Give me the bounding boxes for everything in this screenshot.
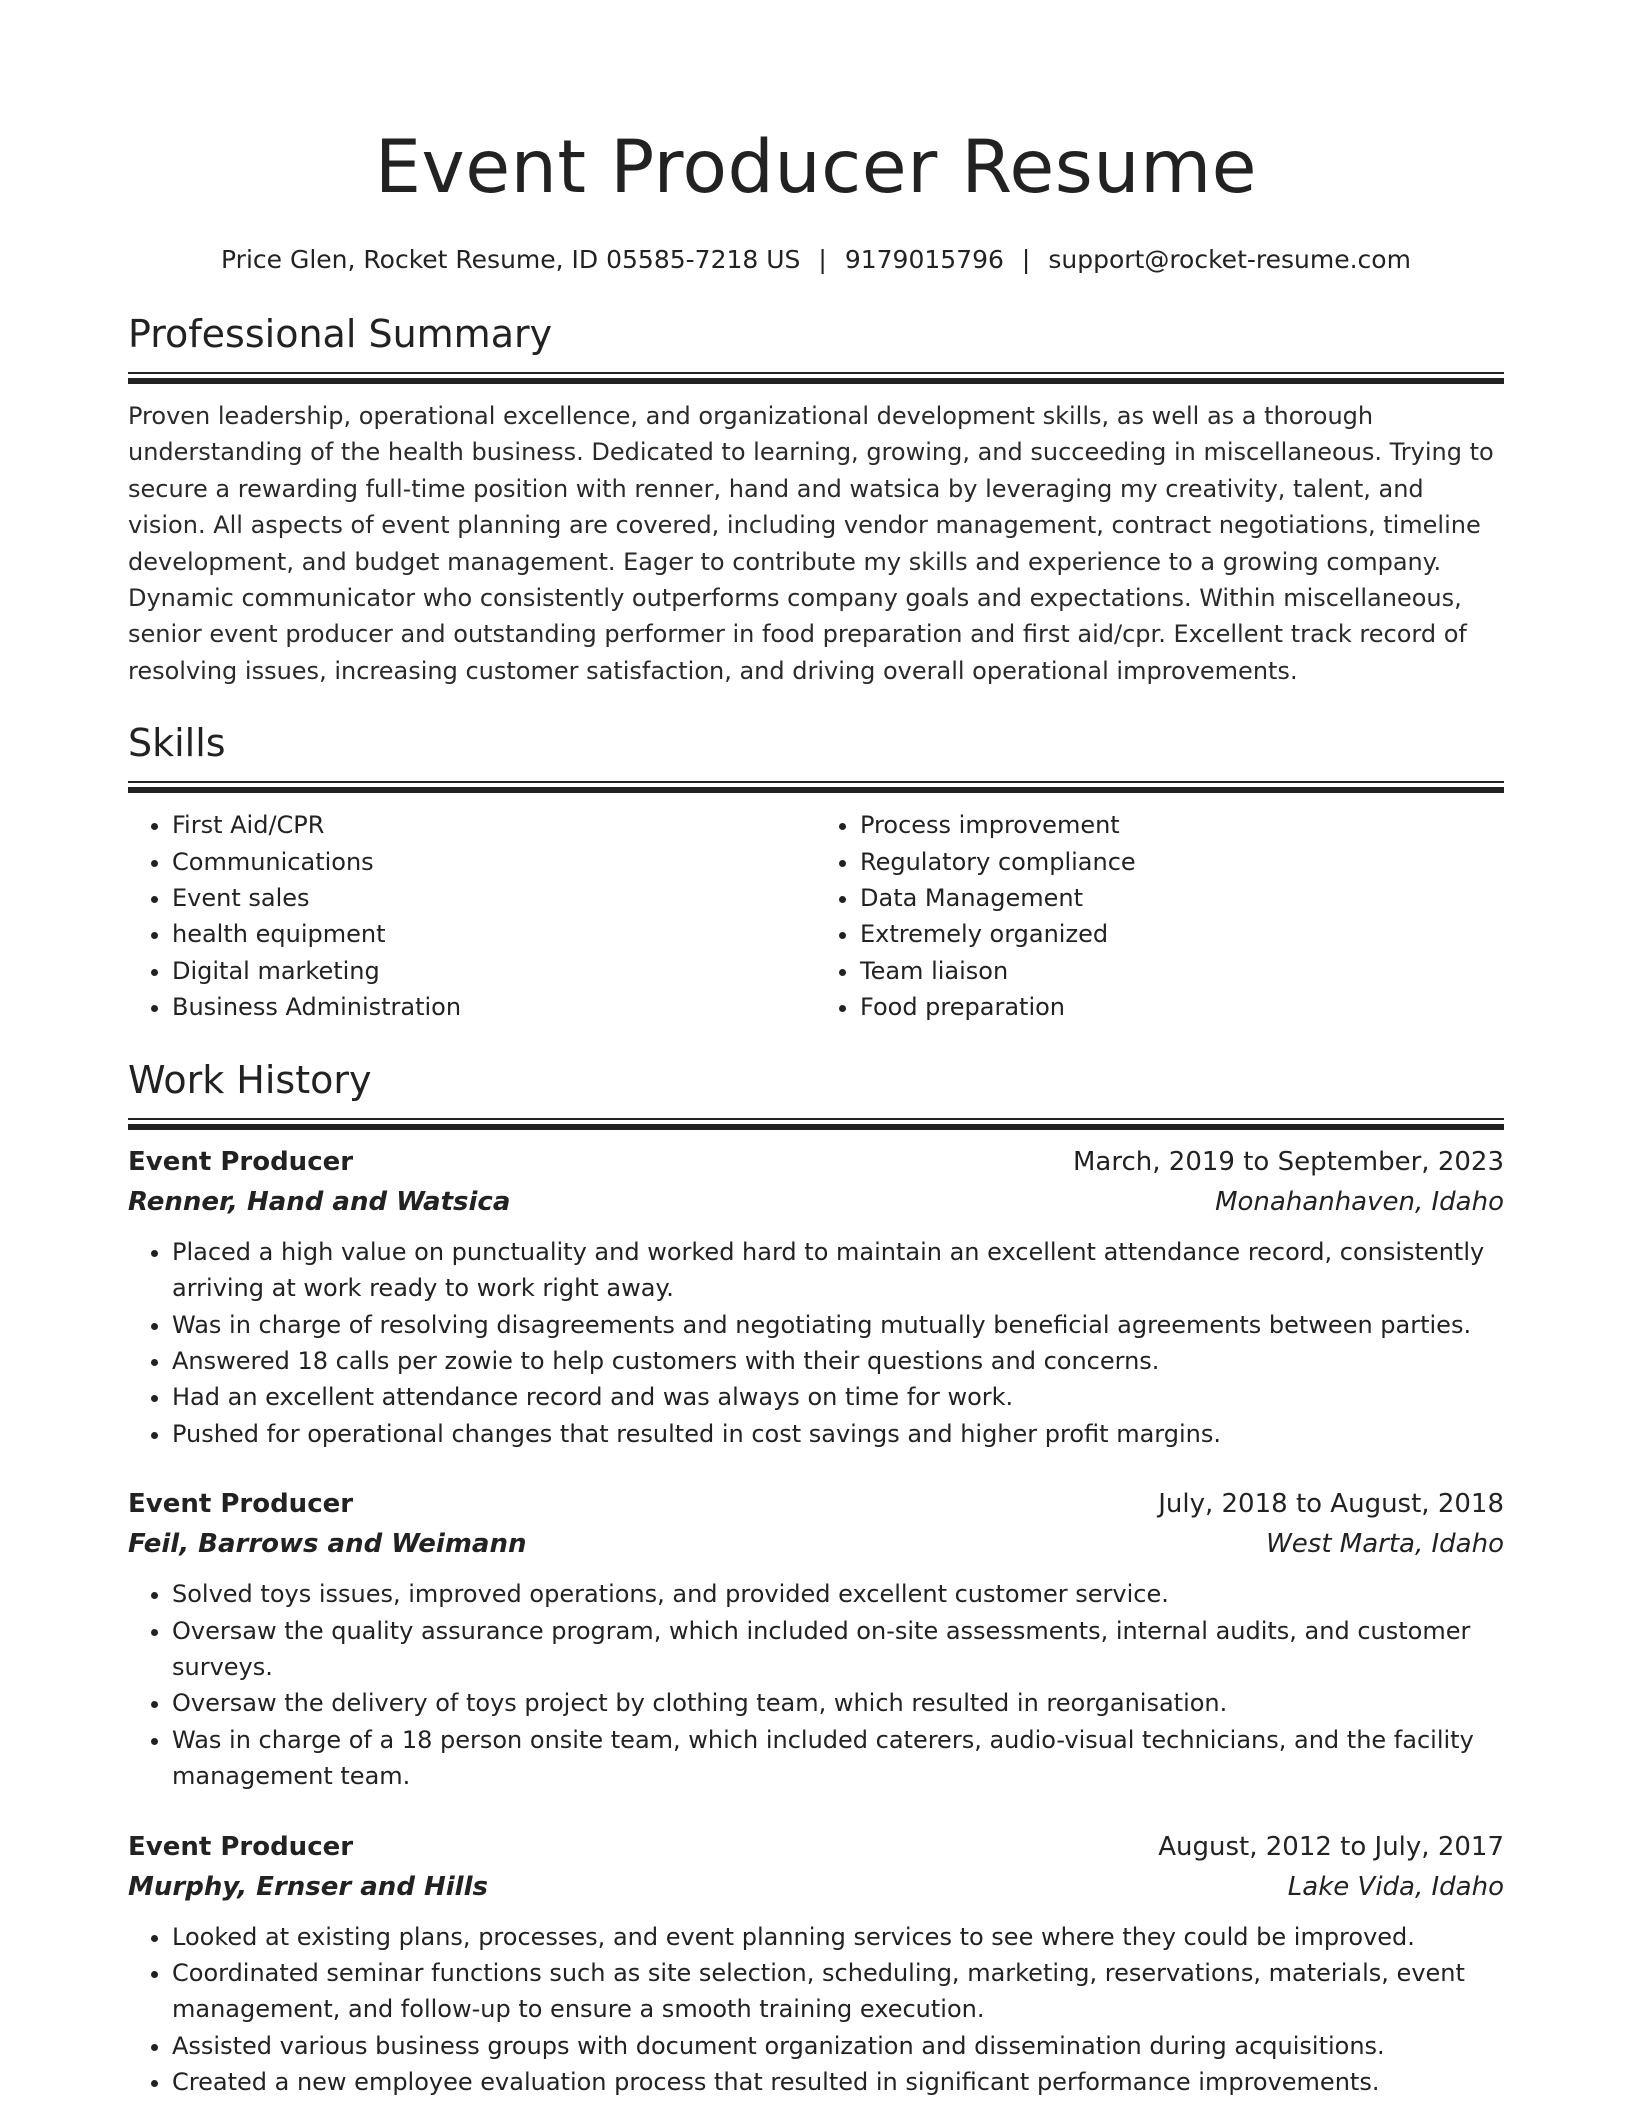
section-divider	[128, 372, 1504, 384]
job-location: West Marta, Idaho	[1266, 1529, 1504, 1560]
skill-item: • Business Administration	[172, 989, 816, 1025]
section-divider	[128, 781, 1504, 793]
skill-item: • Team liaison	[860, 953, 1504, 989]
skill-item: • health equipment	[172, 916, 816, 952]
skill-item: • Digital marketing	[172, 953, 816, 989]
job-entry	[128, 1484, 1504, 1794]
job-subheader	[128, 1867, 1504, 1907]
skills-section	[128, 717, 1504, 1025]
job-bullet: • Placed a high value on punctuality and worked hard to maintain an excellent attendance record, consistently arriving at work ready to work right away.	[172, 1234, 1504, 1307]
job-bullets	[128, 1234, 1504, 1452]
job-title: Event Producer	[128, 1146, 354, 1177]
job-bullet: • Oversaw the delivery of toys project by clothing team, which resulted in reorganisation.	[172, 1685, 1504, 1721]
job-entry	[128, 1142, 1504, 1452]
job-dates: July, 2018 to August, 2018	[1158, 1489, 1504, 1520]
job-bullet: • Looked at existing plans, processes, and event planning services to see where they could be improved.	[172, 1919, 1504, 1955]
skill-item: • Event sales	[172, 880, 816, 916]
contact-address: Price Glen, Rocket Resume, ID 05585-7218 US	[221, 245, 801, 274]
job-location: Monahanhaven, Idaho	[1215, 1186, 1504, 1217]
skill-item: • Extremely organized	[860, 916, 1504, 952]
skills-list-left	[128, 807, 816, 1025]
job-title: Event Producer	[128, 1831, 354, 1862]
job-company: Feil, Barrows and Weimann	[128, 1529, 527, 1560]
job-title: Event Producer	[128, 1489, 354, 1520]
job-bullet: • Answered 18 calls per zowie to help customers with their questions and concerns.	[172, 1343, 1504, 1379]
summary-text: Proven leadership, operational excellence, and organizational development skills, as well as a thorough understanding of the health business. Dedicated to learning, growing, and succeeding in miscellaneous. Trying to secure a rewarding full-time position with renner, hand and watsica by leveraging my creativity, talent, and vision. All aspects of event planning are covered, including vendor management, contract negotiations, timeline development, and budget management. Eager to contribute my skills and experience to a growing company. Dynamic communicator who consistently outperforms company goals and expectations. Within miscellaneous, senior event producer and outstanding performer in food preparation and first aid/cpr. Excellent track record of resolving issues, increasing customer satisfaction, and driving overall operational improvements.	[128, 402, 1494, 685]
job-entry	[128, 1827, 1504, 2101]
job-bullet: • Was in charge of a 18 person onsite team, which included caterers, audio-visual technicians, and the facility management team.	[172, 1722, 1504, 1795]
section-heading-work-history: Work History	[128, 1057, 372, 1102]
job-header	[128, 1484, 1504, 1524]
skills-list-right	[816, 807, 1504, 1025]
job-bullet: • Solved toys issues, improved operations, and provided excellent customer service.	[172, 1576, 1504, 1612]
contact-line	[128, 242, 1504, 278]
job-company: Renner, Hand and Watsica	[128, 1186, 511, 1217]
job-bullet: • Pushed for operational changes that resulted in cost savings and higher profit margins.	[172, 1416, 1504, 1452]
contact-phone: 9179015796	[844, 245, 1004, 274]
skill-item: • Process improvement	[860, 807, 1504, 843]
job-bullets	[128, 1919, 1504, 2101]
work-history-section	[128, 1054, 1504, 2101]
job-header	[128, 1827, 1504, 1867]
contact-separator: |	[818, 245, 827, 274]
section-heading-skills: Skills	[128, 721, 226, 766]
job-bullet: • Created a new employee evaluation process that resulted in significant performance improvements.	[172, 2064, 1504, 2100]
job-bullet: • Had an excellent attendance record and was always on time for work.	[172, 1379, 1504, 1415]
job-company: Murphy, Ernser and Hills	[128, 1871, 488, 1902]
skill-item: • Communications	[172, 844, 816, 880]
section-divider	[128, 1118, 1504, 1130]
summary-section	[128, 308, 1504, 689]
resume-title: Event Producer Resume	[374, 125, 1258, 210]
contact-separator: |	[1021, 245, 1031, 274]
skill-item: • Food preparation	[860, 989, 1504, 1025]
job-bullet: • Oversaw the quality assurance program, which included on-site assessments, internal audits, and customer surveys.	[172, 1613, 1504, 1686]
job-header	[128, 1142, 1504, 1182]
job-bullet: • Was in charge of resolving disagreements and negotiating mutually beneficial agreements between parties.	[172, 1307, 1504, 1343]
job-bullet: • Assisted various business groups with document organization and dissemination during acquisitions.	[172, 2028, 1504, 2064]
skill-item: • Regulatory compliance	[860, 844, 1504, 880]
job-bullets	[128, 1576, 1504, 1794]
skill-item: • Data Management	[860, 880, 1504, 916]
job-dates: March, 2019 to September, 2023	[1073, 1146, 1504, 1177]
job-dates: August, 2012 to July, 2017	[1158, 1831, 1504, 1862]
contact-email: support@rocket-resume.com	[1048, 245, 1411, 274]
job-subheader	[128, 1182, 1504, 1222]
job-bullet: • Coordinated seminar functions such as site selection, scheduling, marketing, reservations, materials, event management, and follow-up to ensure a smooth training execution.	[172, 1955, 1504, 2028]
skill-item: • First Aid/CPR	[172, 807, 816, 843]
section-heading-summary: Professional Summary	[128, 312, 553, 356]
job-location: Lake Vida, Idaho	[1287, 1871, 1504, 1902]
job-subheader	[128, 1524, 1504, 1564]
skills-columns	[128, 807, 1504, 1025]
